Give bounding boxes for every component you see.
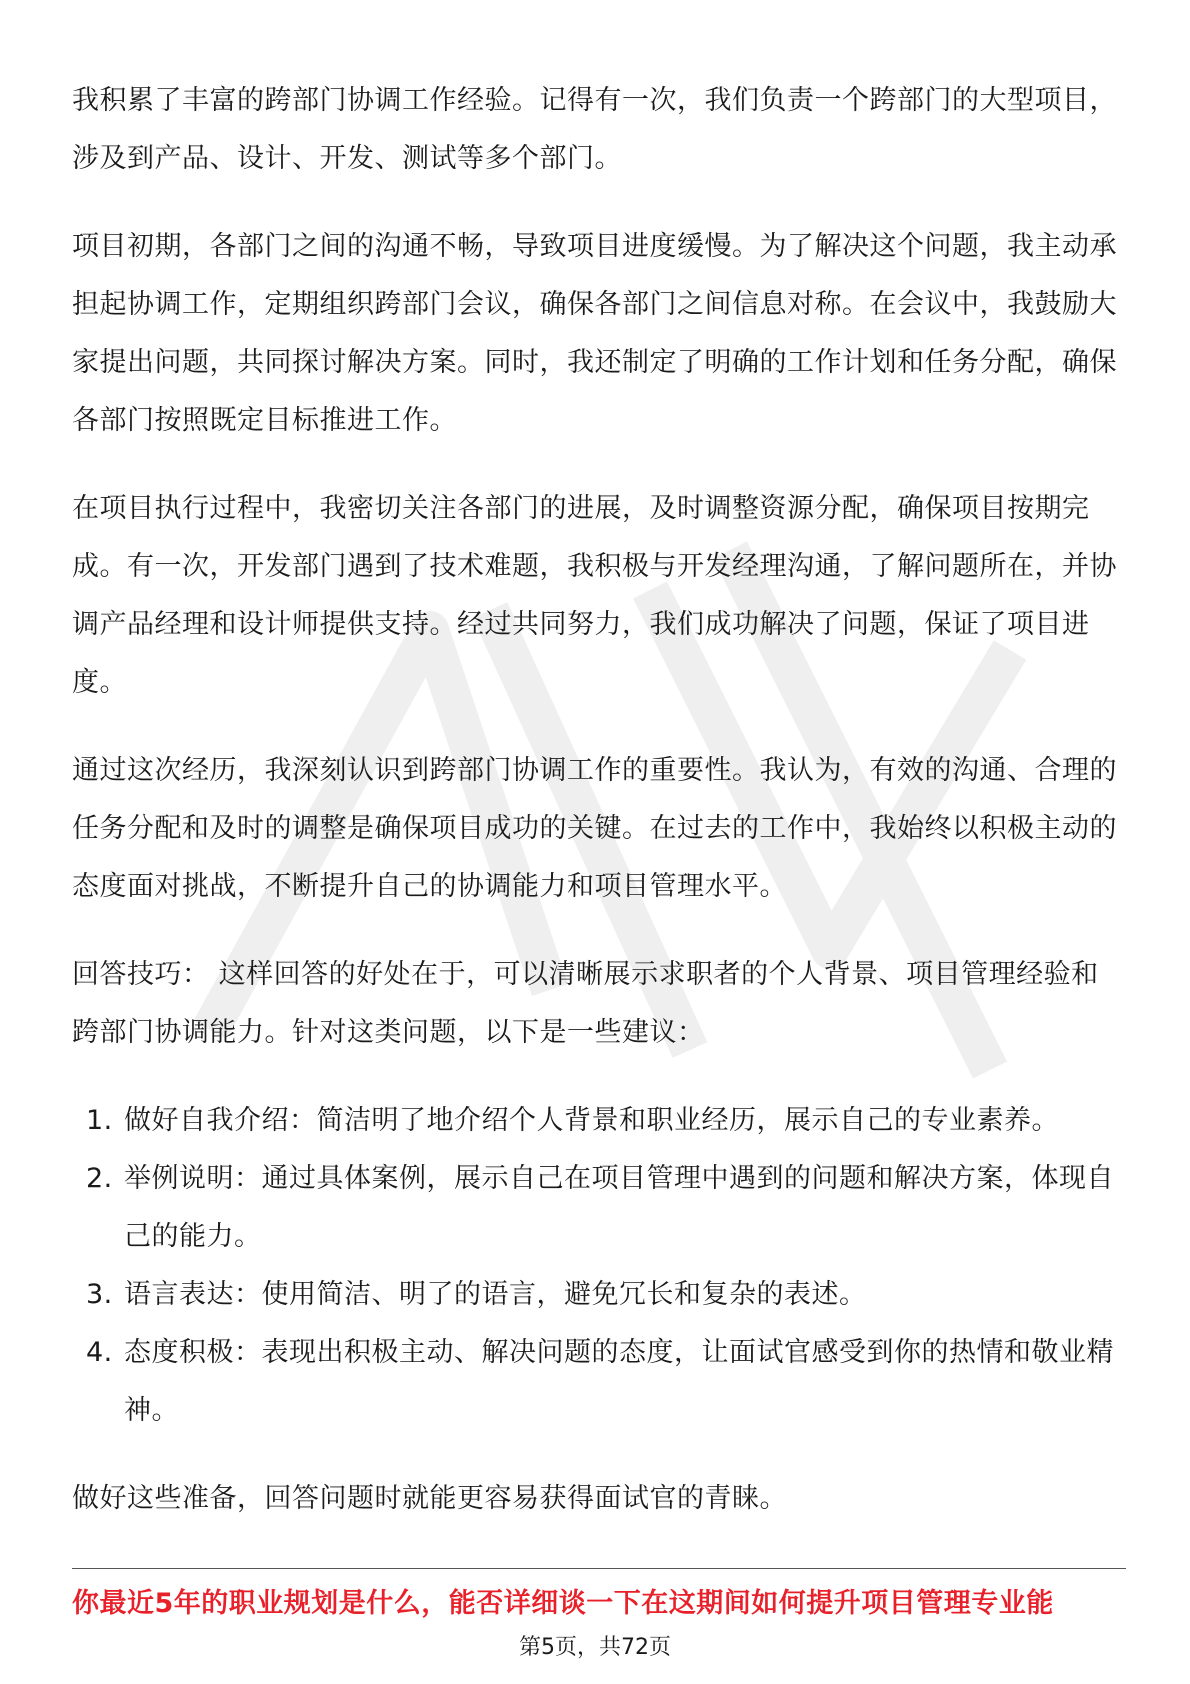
tips-list xyxy=(72,1092,1122,1440)
list-item xyxy=(72,1266,1122,1324)
paragraph-closing: 做好这些准备，回答问题时就能更容易获得面试官的青睐。 xyxy=(72,1483,787,1514)
list-item-text: 做好自我介绍：简洁明了地介绍个人背景和职业经历，展示自己的专业素养。 xyxy=(124,1105,1059,1136)
list-item-number: 2. xyxy=(86,1163,113,1194)
document-body xyxy=(72,72,1122,1558)
paragraph-execution-phase: 在项目执行过程中，我密切关注各部门的进展，及时调整资源分配，确保项目按期完成。有一次，开发部门遇到了技术难题，我积极与开发经理沟通，了解问题所在，并协调产品经理和设计师提供支持。经过共同努力，我们成功解决了问题，保证了项目进度。 xyxy=(72,493,1117,698)
list-item-number: 1. xyxy=(86,1105,113,1136)
list-item-number: 3. xyxy=(86,1279,113,1310)
list-item-text: 举例说明：通过具体案例，展示自己在项目管理中遇到的问题和解决方案，体现自己的能力。 xyxy=(124,1163,1114,1252)
list-item xyxy=(72,1150,1122,1266)
list-item-number: 4. xyxy=(86,1337,113,1368)
paragraph-initial-phase: 项目初期，各部门之间的沟通不畅，导致项目进度缓慢。为了解决这个问题，我主动承担起协调工作，定期组织跨部门会议，确保各部门之间信息对称。在会议中，我鼓励大家提出问题，共同探讨解决方案。同时，我还制定了明确的工作计划和任务分配，确保各部门按照既定目标推进工作。 xyxy=(72,231,1117,436)
paragraph-answer-tips: 回答技巧： 这样回答的好处在于，可以清晰展示求职者的个人背景、项目管理经验和跨部门协调能力。针对这类问题，以下是一些建议： xyxy=(72,959,1099,1048)
next-question-heading: 你最近5年的职业规划是什么，能否详细谈一下在这期间如何提升项目管理专业能 xyxy=(72,1588,1054,1619)
paragraph-experience: 我积累了丰富的跨部门协调工作经验。记得有一次，我们负责一个跨部门的大型项目，涉及到产品、设计、开发、测试等多个部门。 xyxy=(72,85,1117,174)
list-item-text: 语言表达：使用简洁、明了的语言，避免冗长和复杂的表述。 xyxy=(124,1279,867,1310)
list-item-text: 态度积极：表现出积极主动、解决问题的态度，让面试官感受到你的热情和敬业精神。 xyxy=(124,1337,1114,1426)
list-item xyxy=(72,1092,1122,1150)
page-number: 第5页，共72页 xyxy=(519,1635,671,1660)
paragraph-reflection: 通过这次经历，我深刻认识到跨部门协调工作的重要性。我认为，有效的沟通、合理的任务分配和及时的调整是确保项目成功的关键。在过去的工作中，我始终以积极主动的态度面对挑战，不断提升自己的协调能力和项目管理水平。 xyxy=(72,755,1117,902)
footer-divider xyxy=(72,1568,1126,1569)
list-item xyxy=(72,1324,1122,1440)
